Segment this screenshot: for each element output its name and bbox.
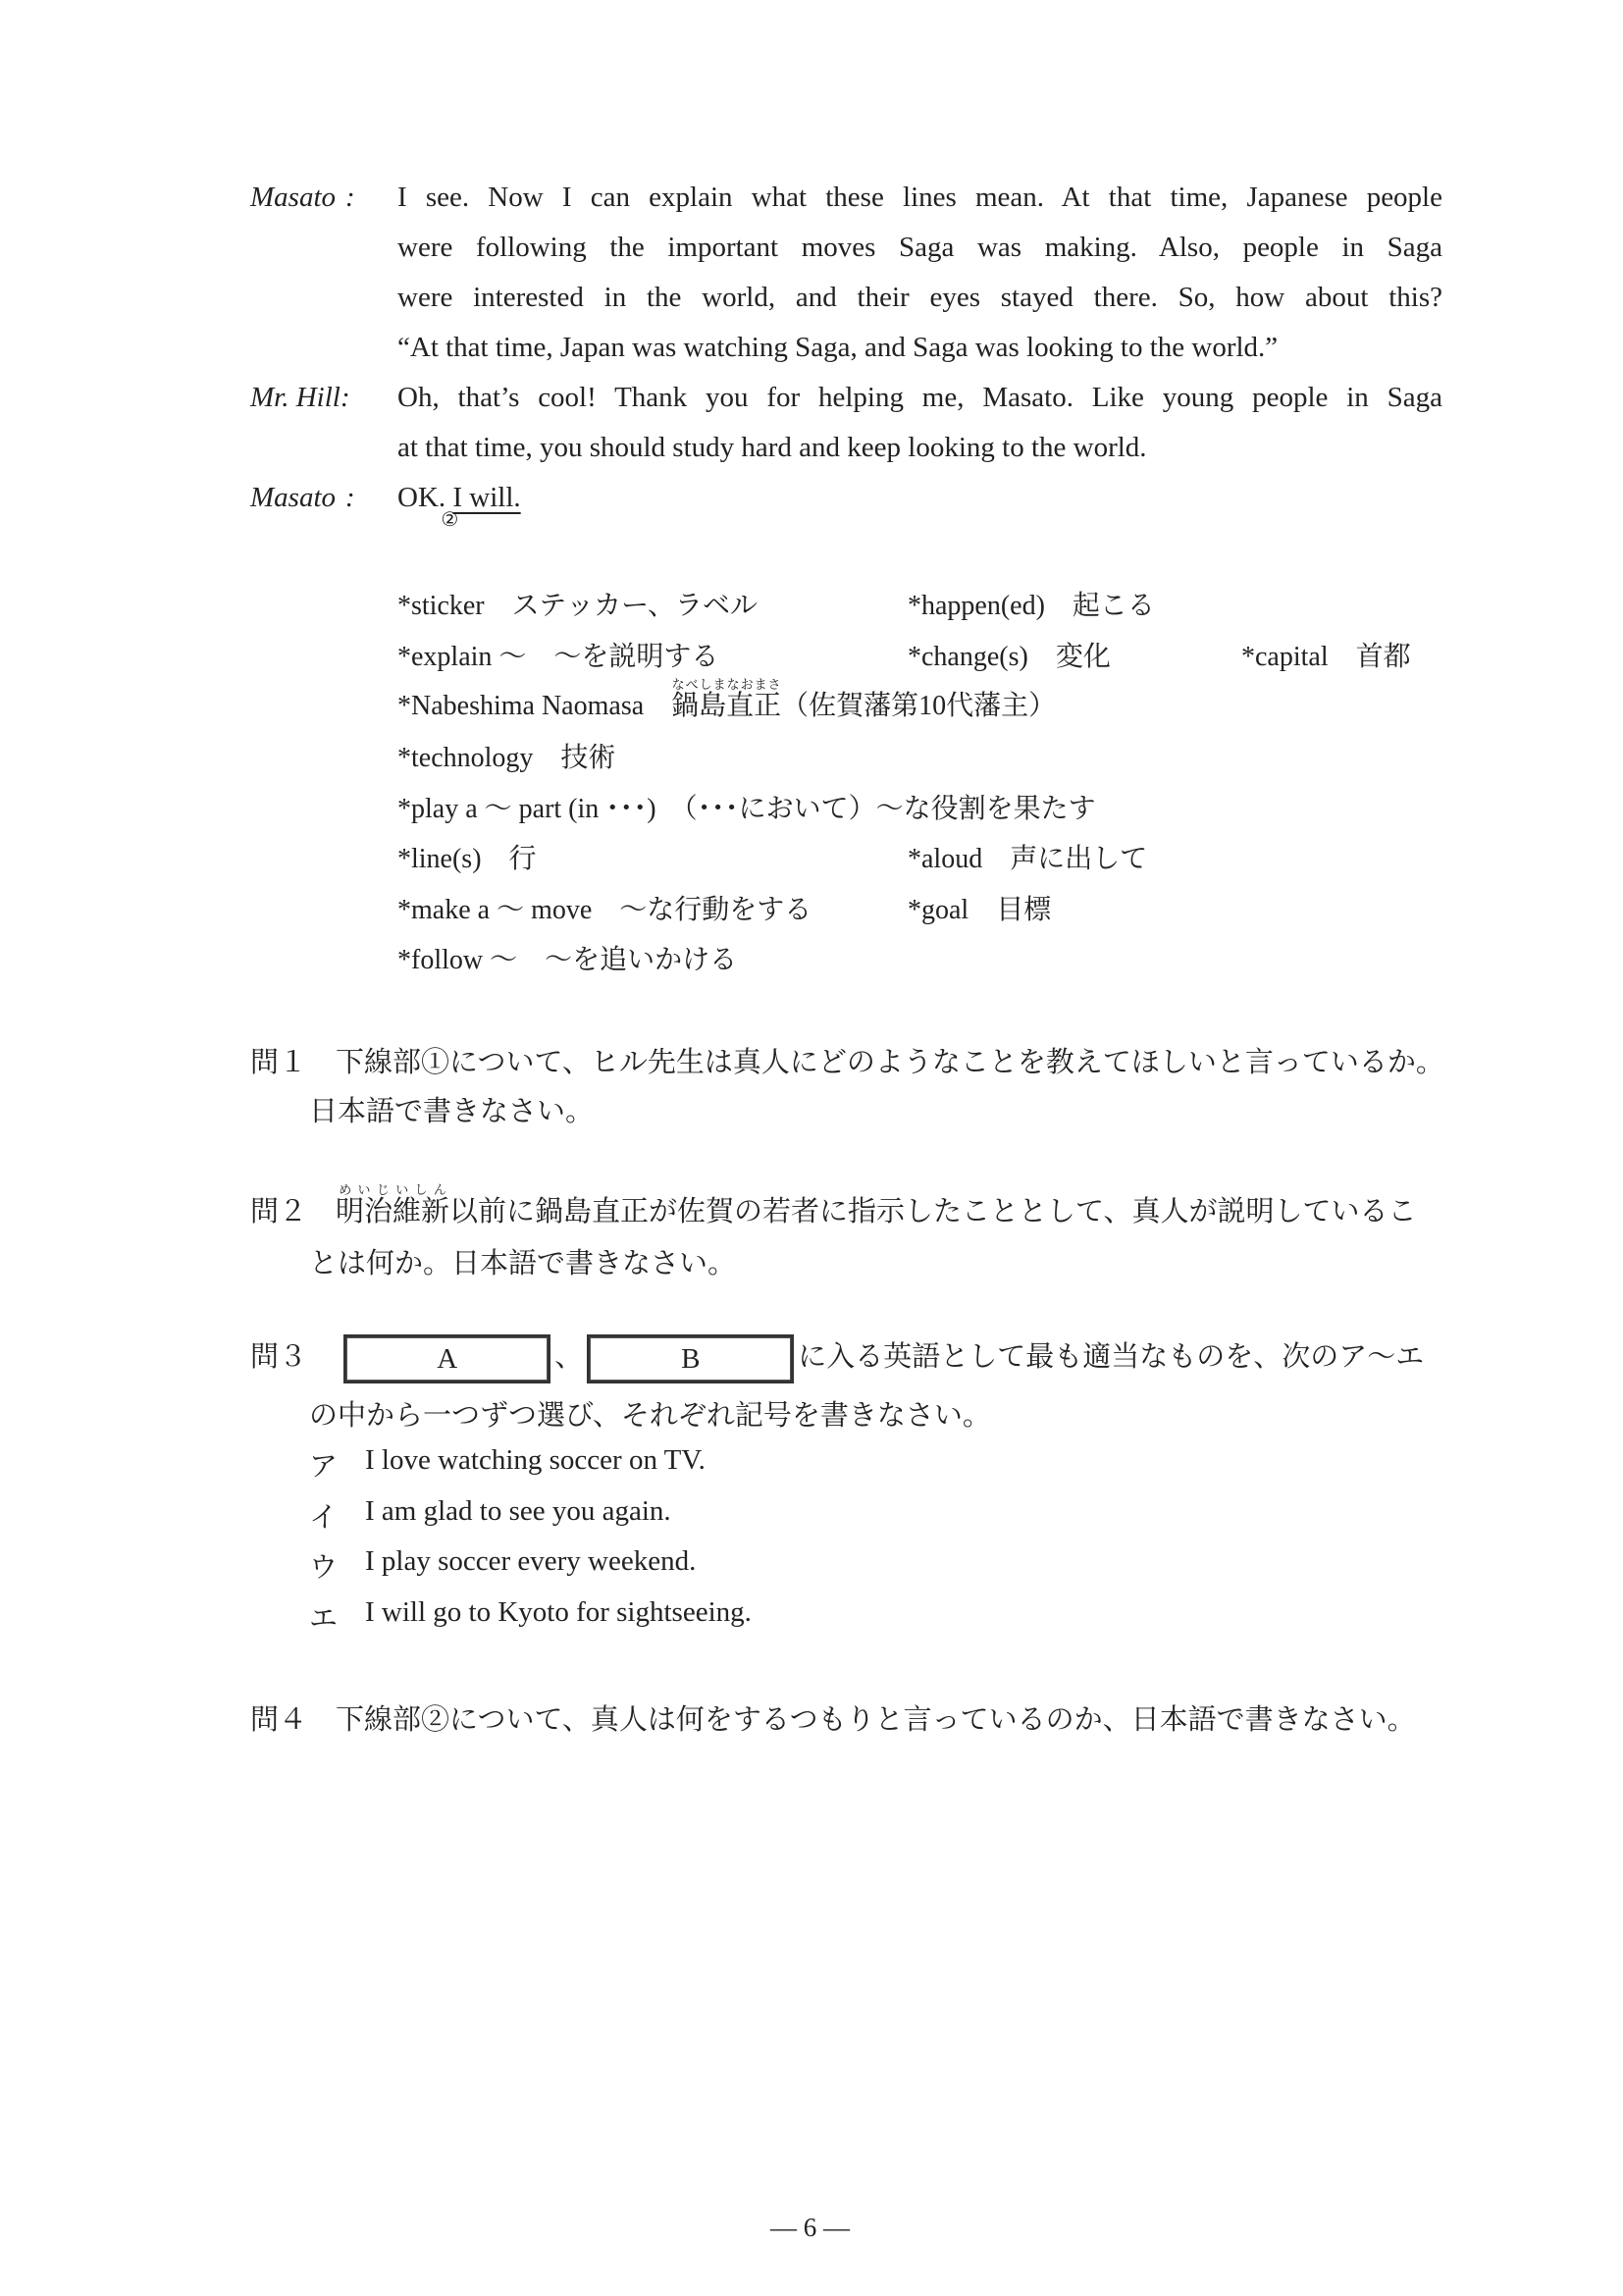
q4-label: 問４: [250, 1704, 308, 1736]
colon: :: [340, 382, 350, 413]
option-text: I play soccer every weekend.: [365, 1545, 697, 1577]
vocab-capital: *capital 首都: [1241, 642, 1411, 672]
option-e: [309, 1596, 752, 1637]
question-3: [250, 1334, 1424, 1383]
option-text: I love watching soccer on TV.: [365, 1444, 706, 1476]
blank-box-b: B: [587, 1334, 794, 1383]
dialogue-line: were following the important moves Saga was making. Also, people in Saga: [397, 232, 1442, 263]
separator: 、: [554, 1341, 584, 1373]
meiji-ruby: [336, 1182, 450, 1227]
vocab-goal: *goal 目標: [908, 895, 1052, 925]
question-1: [250, 1040, 1444, 1080]
speaker-mr-hill: Mr. Hill: [250, 382, 340, 413]
dialogue-line: I see. Now I can explain what these lines mean. At that time, Japanese people: [397, 182, 1442, 213]
speaker-masato: Masato: [250, 482, 336, 513]
option-u: [309, 1545, 697, 1586]
option-mark: ウ: [309, 1552, 339, 1584]
vocab-sticker: *sticker ステッカー、ラベル: [397, 591, 758, 621]
vocab-follow: *follow ～ ～を追いかける: [397, 945, 738, 975]
meiji-furigana: めいじいしん: [336, 1182, 450, 1197]
blank-box-a: A: [343, 1334, 550, 1383]
option-mark: イ: [309, 1502, 339, 1534]
option-mark: ア: [309, 1451, 339, 1483]
dialogue-line: “At that time, Japan was watching Saga, and Saga was looking to the world.”: [397, 332, 1279, 363]
vocab-make: *make a ～ move ～な行動をする: [397, 895, 812, 925]
q1-label: 問１: [250, 1047, 308, 1078]
option-text: I will go to Kyoto for sightseeing.: [365, 1596, 752, 1628]
option-a: [309, 1444, 706, 1485]
mark-2: ②: [441, 509, 459, 531]
q2-text-2: とは何か。日本語で書きなさい。: [309, 1248, 737, 1279]
page-number: — 6 —: [770, 2213, 850, 2242]
underlined-text: I will.: [452, 482, 521, 513]
q3-text-2: の中から一つずつ選び、それぞれ記号を書きなさい。: [309, 1400, 991, 1432]
nabeshima-note: （佐賀藩第10代藩主）: [781, 691, 1057, 721]
option-mark: エ: [309, 1603, 339, 1635]
underline-2: [441, 482, 521, 531]
dialogue-line: were interested in the world, and their eyes stayed there. So, how about this?: [397, 282, 1442, 313]
question-2: [250, 1182, 1416, 1229]
vocab-play: *play a ～ part (in ･･･) （･･･において）～な役割を果たす: [397, 794, 1096, 824]
vocab-technology: *technology 技術: [397, 743, 616, 773]
option-i: [309, 1495, 671, 1536]
q1-text-2: 日本語で書きなさい。: [309, 1096, 595, 1127]
dialogue-line-ok: [397, 482, 521, 531]
vocab-nabeshima: [397, 677, 1056, 723]
q3-text: に入る英語として最も適当なものを、次のア～エ: [798, 1341, 1425, 1373]
question-4: [250, 1697, 1416, 1738]
vocab-change: *change(s) 変化: [908, 642, 1111, 672]
q1-text: 下線部①について、ヒル先生は真人にどのようなことを教えてほしいと言っているか。: [336, 1047, 1444, 1078]
meiji-base: 明治維新: [336, 1196, 450, 1227]
nabeshima-ruby: [671, 677, 782, 721]
nabeshima-furigana: なべしまなおまさ: [671, 677, 782, 692]
q2-label: 問２: [250, 1196, 308, 1227]
dialogue-line: at that time, you should study hard and keep looking to the world.: [397, 432, 1147, 463]
q4-text: 下線部②について、真人は何をするつもりと言っているのか、日本語で書きなさい。: [336, 1704, 1416, 1736]
colon: :: [345, 182, 355, 213]
ok-text: OK.: [397, 482, 446, 513]
vocab-explain: *explain ～ ～を説明する: [397, 642, 719, 672]
q3-label: 問３: [250, 1341, 308, 1373]
dialogue-line: Oh, that’s cool! Thank you for helping me, Masato. Like young people in Saga: [397, 382, 1442, 413]
vocab-aloud: *aloud 声に出して: [908, 844, 1148, 874]
option-text: I am glad to see you again.: [365, 1495, 671, 1527]
vocab-line: *line(s) 行: [397, 844, 537, 874]
vocab-happen: *happen(ed) 起こる: [908, 591, 1155, 621]
speaker-masato: Masato: [250, 182, 336, 213]
vocab-nabeshima-en: *Nabeshima Naomasa: [397, 691, 645, 721]
colon: :: [345, 482, 355, 513]
nabeshima-jp: 鍋島直正: [671, 691, 782, 721]
q2-text: 以前に鍋島直正が佐賀の若者に指示したこととして、真人が説明しているこ: [449, 1196, 1417, 1227]
